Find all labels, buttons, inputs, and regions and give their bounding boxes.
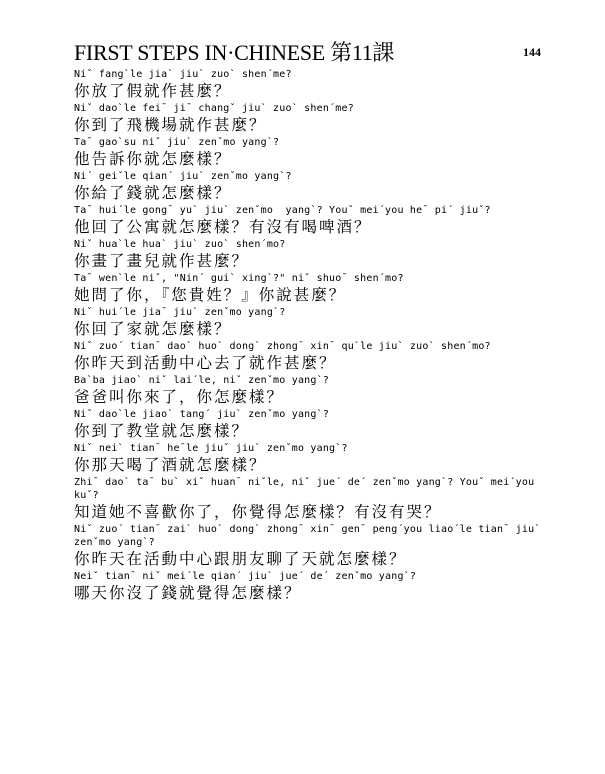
pinyin-line: Zhi¯ dao` ta¯ bu` xiˇ huan¯ niˇle, niˇ jue´ de´ zenˇmo yang`? Youˇ mei´you kuˇ? (74, 477, 541, 501)
pinyin-line: Niˇ nei` tian¯ he¯le jiuˇ jiu` zenˇmo yang`? (74, 443, 348, 454)
pinyin-line: Niˇ zuo´ tian¯ zai` huo` dong` zhong¯ xin¯ gen¯ peng´you liao´le tian¯ jiu` zenˇmo yang`? (74, 524, 547, 548)
hanzi-line: 爸爸叫你來了，你怎麼樣？ (74, 388, 285, 406)
hanzi-line: 她問了你，『您貴姓？』你說甚麼？ (74, 286, 347, 304)
pinyin-line: Ni´ geiˇle qian´ jiu` zenˇmo yang`? (74, 171, 292, 182)
hanzi-line: 你昨天到活動中心去了就作甚麼？ (74, 354, 337, 372)
hanzi-line: 你回了家就怎麼樣？ (74, 320, 232, 338)
hanzi-line: 哪天你沒了錢就覺得怎麼樣？ (74, 584, 302, 602)
hanzi-line: 你昨天在活動中心跟朋友聊了天就怎麼樣？ (74, 550, 407, 568)
pinyin-line: Ba`ba jiao` niˇ lai´le, niˇ zenˇmo yang`? (74, 375, 330, 386)
pinyin-line: Niˇ hua`le hua` jiu` zuo` shen´mo? (74, 239, 286, 250)
hanzi-line: 他回了公寓就怎麼樣？有沒有喝啤酒？ (74, 218, 372, 236)
hanzi-line: 你那天喝了酒就怎麼樣？ (74, 456, 267, 474)
hanzi-line: 你到了教堂就怎麼樣？ (74, 422, 250, 440)
page-number: 144 (523, 45, 541, 59)
pinyin-line: Ta¯ gao`su niˇ jiu` zenˇmo yang`? (74, 137, 280, 148)
pinyin-line: Ta¯ wen`le niˇ, "Nin´ gui` xing`?" niˇ shuo¯ shen´mo? (74, 273, 404, 284)
exercise-lines (74, 68, 547, 604)
pinyin-line: Niˇ zuo´ tian¯ dao` huo` dong` zhong¯ xin¯ qu`le jiu` zuo` shen´mo? (74, 341, 491, 352)
hanzi-line: 他告訴你就怎麼樣？ (74, 150, 232, 168)
pinyin-line: Neiˇ tian¯ niˇ mei´le qian´ jiu` jue´ de´ zenˇmo yang`? (74, 571, 417, 582)
pinyin-line: Ta¯ hui´le gong¯ yu` jiu` zenˇmo yang`? Youˇ mei´you he¯ pi´ jiuˇ? (74, 205, 491, 216)
hanzi-line: 你給了錢就怎麼樣？ (74, 184, 232, 202)
page-title: FIRST STEPS IN·CHINESE 第11課 (74, 40, 395, 65)
pinyin-line: Niˇ dao`le fei¯ ji¯ changˇ jiu` zuo` shen´me? (74, 103, 354, 114)
pinyin-line: Niˇ dao`le jiao` tang´ jiu` zenˇmo yang`? (74, 409, 330, 420)
pinyin-line: Niˇ hui´le jia¯ jiu` zenˇmo yang`? (74, 307, 286, 318)
hanzi-line: 你畫了畫兒就作甚麼？ (74, 252, 250, 270)
hanzi-line: 你放了假就作甚麼？ (74, 82, 232, 100)
hanzi-line: 你到了飛機場就作甚麼？ (74, 116, 267, 134)
hanzi-line: 知道她不喜歡你了，你覺得怎麼樣？有沒有哭？ (74, 503, 442, 521)
pinyin-line: Niˇ fang`le jia` jiu` zuo` shen´me? (74, 69, 292, 80)
